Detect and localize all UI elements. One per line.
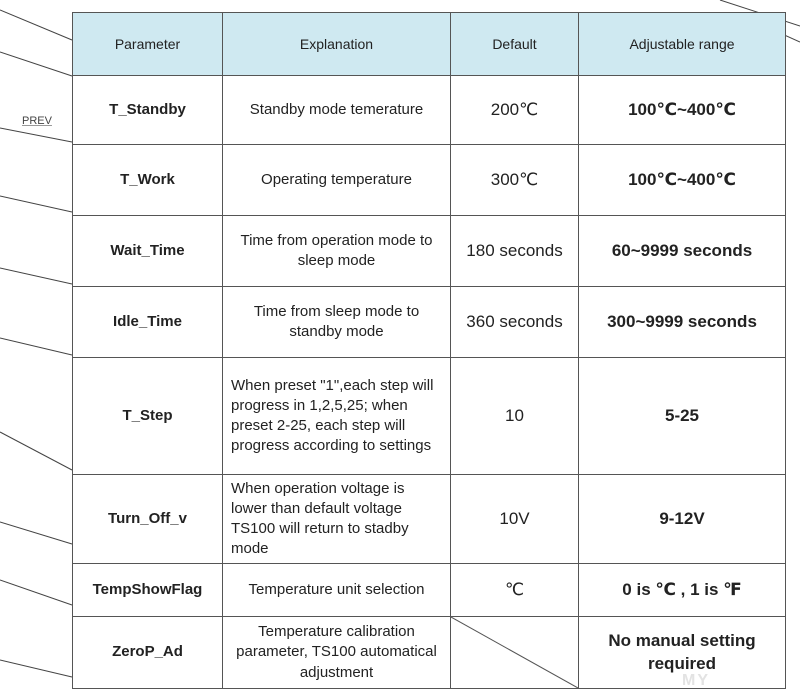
header-default: Default: [450, 12, 578, 76]
param-name: Idle_Time: [72, 287, 222, 358]
diagonal-slash: [451, 617, 578, 688]
param-explanation: Standby mode temerature: [222, 76, 450, 145]
param-default: 200℃: [450, 76, 578, 145]
param-default: 10V: [450, 475, 578, 564]
param-explanation: Temperature calibration parameter, TS100 automatical adjustment: [222, 617, 450, 689]
param-range: 0 is ℃ , 1 is ℉: [578, 564, 786, 617]
header-adjustable-range: Adjustable range: [578, 12, 786, 76]
param-name: T_Standby: [72, 76, 222, 145]
param-range: No manual setting required: [578, 617, 786, 689]
param-range: 300~9999 seconds: [578, 287, 786, 358]
param-explanation: Operating temperature: [222, 145, 450, 216]
param-name: T_Work: [72, 145, 222, 216]
param-default: ℃: [450, 564, 578, 617]
param-explanation: Time from sleep mode to standby mode: [222, 287, 450, 358]
header-parameter: Parameter: [72, 12, 222, 76]
param-name: ZeroP_Ad: [72, 617, 222, 689]
param-name: Wait_Time: [72, 216, 222, 287]
param-range: 5-25: [578, 358, 786, 475]
param-default: 180 seconds: [450, 216, 578, 287]
param-explanation: Temperature unit selection: [222, 564, 450, 617]
param-explanation: Time from operation mode to sleep mode: [222, 216, 450, 287]
param-range: 100℃~400℃: [578, 76, 786, 145]
prev-link[interactable]: PREV: [22, 115, 52, 127]
param-default: 10: [450, 358, 578, 475]
param-explanation: When preset "1",each step will progress in 1,2,5,25; when preset 2-25, each step will progress according to settings: [222, 358, 450, 475]
param-explanation: When operation voltage is lower than default voltage TS100 will return to stadby mode: [222, 475, 450, 564]
param-range: 9-12V: [578, 475, 786, 564]
param-name: TempShowFlag: [72, 564, 222, 617]
watermark: MY: [682, 672, 710, 689]
parameter-table: [72, 12, 786, 689]
param-range: 100℃~400℃: [578, 145, 786, 216]
empty-default-cell: [450, 617, 578, 689]
param-default: 300℃: [450, 145, 578, 216]
param-name: T_Step: [72, 358, 222, 475]
header-explanation: Explanation: [222, 12, 450, 76]
param-default: 360 seconds: [450, 287, 578, 358]
param-range: 60~9999 seconds: [578, 216, 786, 287]
param-name: Turn_Off_v: [72, 475, 222, 564]
